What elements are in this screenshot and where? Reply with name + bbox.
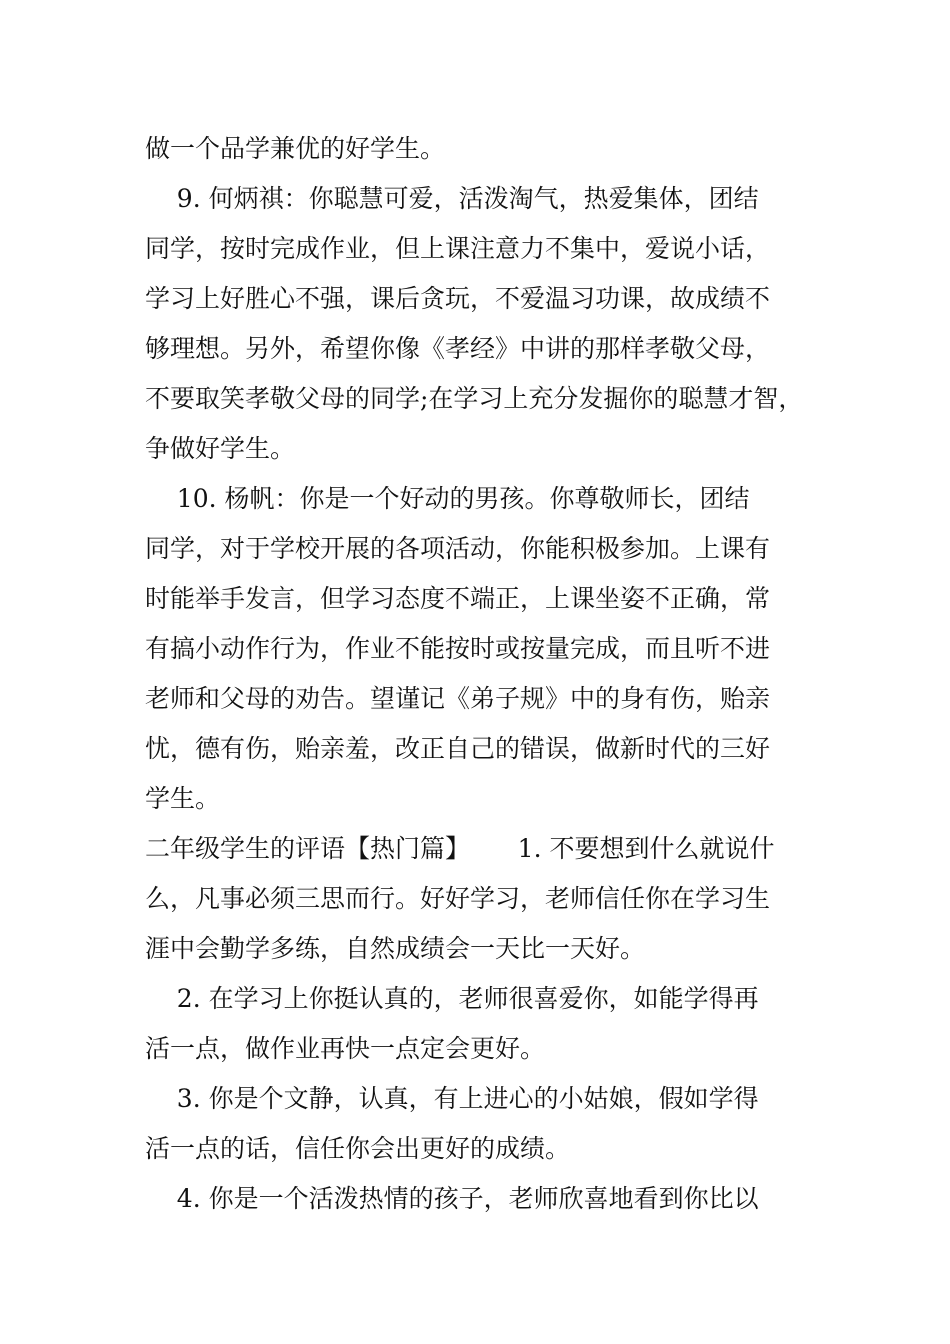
text-line: 有搞小动作行为，作业不能按时或按量完成，而且听不进 — [145, 634, 771, 663]
text-line: 学生。 — [145, 784, 221, 813]
text-line: 10. 杨帆：你是一个好动的男孩。你尊敬师长，团结 — [145, 484, 750, 513]
text-line: 同学，对于学校开展的各项活动，你能积极参加。上课有 — [145, 534, 771, 563]
text-line: 涯中会勤学多练，自然成绩会一天比一天好。 — [145, 934, 646, 963]
text-line: 么，凡事必须三思而行。好好学习，老师信任你在学习生 — [145, 884, 771, 913]
text-line: 9. 何炳祺：你聪慧可爱，活泼淘气，热爱集体，团结 — [145, 184, 759, 213]
text-line: 3. 你是个文静，认真，有上进心的小姑娘，假如学得 — [145, 1084, 759, 1113]
text-line: 够理想。另外，希望你像《孝经》中讲的那样孝敬父母， — [145, 334, 771, 363]
text-line: 做一个品学兼优的好学生。 — [145, 134, 446, 163]
text-line: 时能举手发言，但学习态度不端正，上课坐姿不正确，常 — [145, 584, 771, 613]
text-line: 4. 你是一个活泼热情的孩子，老师欣喜地看到你比以 — [145, 1184, 759, 1213]
text-line: 活一点的话，信任你会出更好的成绩。 — [145, 1134, 571, 1163]
text-line: 不要取笑孝敬父母的同学;在学习上充分发掘你的聪慧才智， — [145, 384, 804, 413]
text-line: 活一点，做作业再快一点定会更好。 — [145, 1034, 546, 1063]
text-line: 同学，按时完成作业，但上课注意力不集中，爱说小话， — [145, 234, 771, 263]
text-line: 老师和父母的劝告。望谨记《弟子规》中的身有伤，贻亲 — [145, 684, 771, 713]
text-line: 忧，德有伤，贻亲羞，改正自己的错误，做新时代的三好 — [145, 734, 771, 763]
text-line: 2. 在学习上你挺认真的，老师很喜爱你，如能学得再 — [145, 984, 759, 1013]
text-line: 学习上好胜心不强，课后贪玩，不爱温习功课，故成绩不 — [145, 284, 771, 313]
text-line: 争做好学生。 — [145, 434, 296, 463]
section-heading-line: 二年级学生的评语【热门篇】 1. 不要想到什么就说什 — [145, 834, 775, 863]
